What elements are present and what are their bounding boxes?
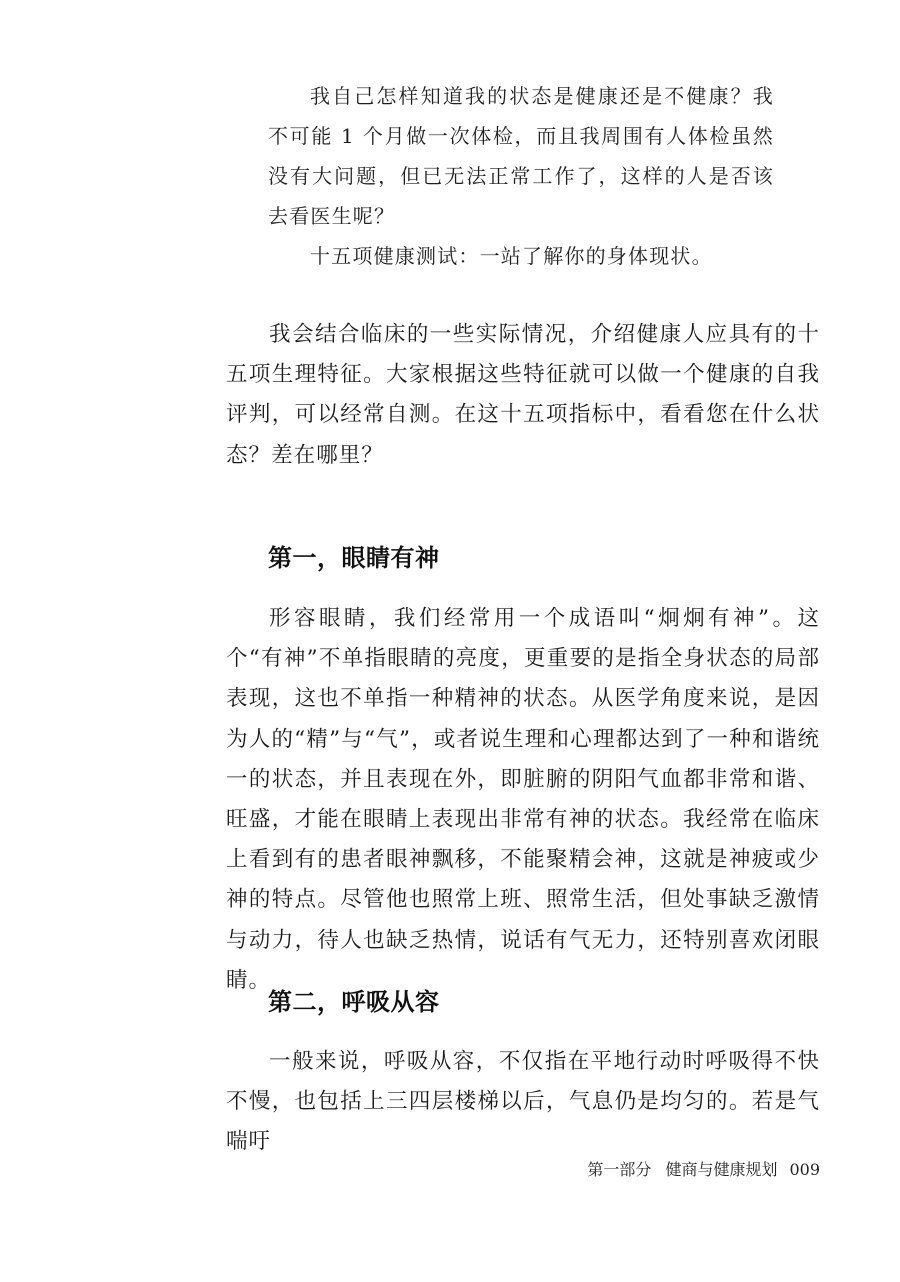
page-number: 009 bbox=[789, 1160, 820, 1179]
footer-part: 第一部分 bbox=[587, 1160, 652, 1179]
section-heading-eyes: 第一，眼睛有神 bbox=[268, 544, 440, 572]
section-body-breathing: 一般来说，呼吸从容，不仅指在平地行动时呼吸得不快不慢，也包括上三四层楼梯以后，气息仍是均匀的。若是气喘吁 bbox=[226, 1049, 820, 1155]
page-footer bbox=[587, 1158, 820, 1182]
section-body-eyes: 形容眼睛，我们经常用一个成语叫“炯炯有神”。这个“有神”不单指眼睛的亮度，更重要的是指全身状态的局部表现，这也不单指一种精神的状态。从医学角度来说，是因为人的“精”与“气”，或者说生理和心理都达到了一种和谐统一的状态，并且表现在外，即脏腑的阴阳气血都非常和谐、旺盛，才能在眼睛上表现出非常有神的状态。我经常在临床上看到有的患者眼神飘移，不能聚精会神，这就是神疲或少神的特点。尽管他也照常上班、照常生活，但处事缺乏激情与动力，待人也缺乏热情，说话有气无力，还特别喜欢闭眼睛。 bbox=[226, 606, 820, 993]
quote-paragraph-question: 我自己怎样知道我的状态是健康还是不健康？我不可能 1 个月做一次体检，而且我周围有人体检虽然没有大问题，但已无法正常工作了，这样的人是否该去看医生呢？ bbox=[268, 84, 774, 228]
section-heading-breathing: 第二，呼吸从容 bbox=[268, 988, 440, 1016]
quote-paragraph-summary: 十五项健康测试：一站了解你的身体现状。 bbox=[310, 244, 713, 268]
footer-chapter: 健商与健康规划 bbox=[665, 1160, 778, 1179]
intro-paragraph: 我会结合临床的一些实际情况，介绍健康人应具有的十五项生理特征。大家根据这些特征就可以做一个健康的自我评判，可以经常自测。在这十五项指标中，看看您在什么状态？差在哪里？ bbox=[226, 322, 820, 468]
